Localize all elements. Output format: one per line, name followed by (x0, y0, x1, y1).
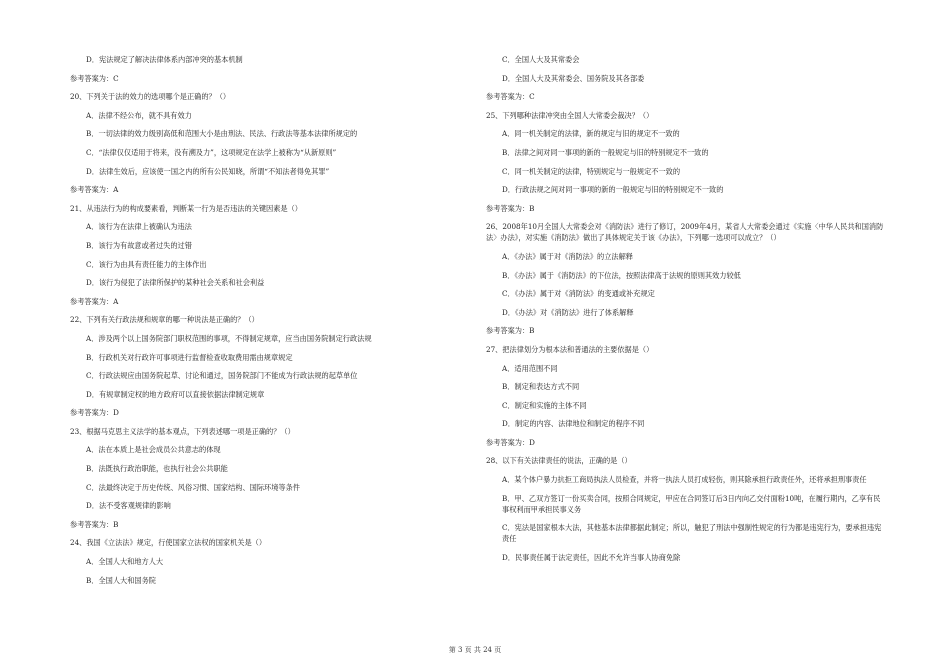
answer-text: 参考答案为：B (70, 519, 119, 529)
option-text: B．行政机关对行政许可事项进行监督检查收取费用需由规章规定 (86, 352, 293, 362)
answer-text: 参考答案为：B (486, 326, 535, 336)
answer-text: 参考答案为：D (486, 437, 535, 447)
question-text: 26、2008年10月全国人大常委会对《消防法》进行了修订，2009年4月，某省人大常委会通过《实施〈中华人民共和国消防法〉办法》，对实施《消防法》做出了具体规定关于该《办法》，下列哪一选项可以成立？（） (486, 222, 884, 243)
option-text: D．《办法》对《消防法》进行了体系解释 (502, 307, 634, 317)
answer-text: 参考答案为：A (70, 296, 119, 306)
right-column (486, 54, 886, 570)
option-text: D．有规章制定权的地方政府可以直接依据法律制定规章 (86, 389, 265, 399)
answer-text: 参考答案为：C (70, 73, 119, 83)
option-text: C．法最终决定于历史传统、风俗习惯、国家结构、国际环境等条件 (86, 482, 300, 492)
question-text: 23、根据马克思主义法学的基本观点，下列表述哪一项是正确的？（） (70, 426, 295, 436)
question-text: 27、把法律划分为根本法和普通法的主要依据是（） (486, 344, 654, 354)
option-text: D．宪法规定了解决法律体系内部冲突的基本机制 (86, 55, 243, 64)
option-text: D．制定的内容、法律地位和制定的程序不同 (502, 419, 645, 429)
option-text: D．民事责任属于法定责任，因此不允许当事人协商免除 (502, 552, 681, 562)
option-text: D．法律生效后，应该使一国之内的所有公民知晓，所谓“不知法者得免其罪” (86, 166, 330, 176)
option-text: C．该行为由具有责任能力的主体作出 (86, 259, 207, 269)
left-column (70, 54, 450, 593)
option-text: D．法不受客观规律的影响 (86, 501, 171, 511)
option-text: D．该行为侵犯了法律所保护的某种社会关系和社会利益 (86, 278, 265, 288)
option-text: C．宪法是国家根本大法，其他基本法律都据此制定；所以，触犯了刑法中强制性规定的行为都是违宪行为，要承担违宪责任 (502, 523, 882, 544)
question-text: 22、下列有关行政法规和规章的哪一种说法是正确的？（） (70, 315, 259, 325)
option-text: A．适用范围不同 (502, 363, 558, 373)
question-text: 21、从违法行为的构成要素看，判断某一行为是否违法的关键因素是（） (70, 203, 302, 213)
option-text: A．《办法》属于对《消防法》的立法解释 (502, 251, 633, 261)
option-text: B．一切法律的效力级别高低和范围大小是由刑法、民法、行政法等基本法律所规定的 (86, 129, 358, 139)
option-text: A．该行为在法律上被确认为违法 (86, 222, 192, 232)
option-text: C．“法律仅仅适用于将来，没有溯及力”，这项规定在法学上被称为“从新原则” (86, 147, 337, 157)
answer-text: 参考答案为：A (70, 185, 119, 195)
option-text: A．法在本质上是社会成员公共意志的体现 (86, 445, 221, 455)
option-text: A．全国人大和地方人大 (86, 557, 164, 567)
option-text: B．法律之间对同一事项的新的一般规定与旧的特别规定不一致的 (502, 147, 709, 157)
answer-text: 参考答案为：D (70, 408, 119, 418)
answer-text: 参考答案为：B (486, 203, 535, 213)
option-text: B．甲、乙双方签订一份买卖合同，按照合同规定，甲应在合同签订后3日内向乙交付面粉10吨，在履行期内，乙享有民事权利而甲承担民事义务 (502, 493, 881, 514)
question-text: 28、以下有关法律责任的说法，正确的是（） (486, 456, 632, 466)
option-text: A．某个体户暴力抗拒工商局执法人员检查，并将一执法人员打成轻伤，则其除承担行政责任外，还将承担刑事责任 (502, 475, 867, 485)
option-text: C．同一机关制定的法律，特别规定与一般规定不一致的 (502, 166, 681, 176)
option-text: B．《办法》属于《消防法》的下位法，按照法律高于法规的原则其效力较低 (502, 270, 741, 280)
option-text: C．制定和实施的主体不同 (502, 400, 587, 410)
option-text: C．全国人大及其常委会 (502, 55, 580, 64)
question-text: 25、下列哪种法律冲突由全国人大常委会裁决？（） (486, 110, 654, 120)
option-text: D．行政法规之间对同一事项的新的一般规定与旧的特别规定不一致的 (502, 185, 724, 195)
option-text: C．行政法规应由国务院起草、讨论和通过，国务院部门不能成为行政法规的起草单位 (86, 371, 358, 381)
option-text: B．制定和表达方式不同 (502, 382, 580, 392)
option-text: D．全国人大及其常委会、国务院及其各部委 (502, 73, 645, 83)
option-text: B．该行为有故意或者过失的过错 (86, 240, 192, 250)
answer-text: 参考答案为：C (486, 92, 535, 102)
option-text: A．同一机关制定的法律，新的规定与旧的规定不一致的 (502, 129, 680, 139)
page-footer: 第 3 页 共 24 页 (448, 646, 502, 654)
option-text: C．《办法》属于对《消防法》的变通或补充规定 (502, 289, 655, 299)
question-text: 24、我国《立法法》规定，行使国家立法权的国家机关是（） (70, 538, 267, 548)
question-text: 20、下列关于法的效力的选项哪个是正确的？（） (70, 92, 231, 102)
option-text: B．法既执行政治职能，也执行社会公共职能 (86, 464, 228, 474)
option-text: B．全国人大和国务院 (86, 575, 156, 585)
option-text: A．法律不经公布，就不具有效力 (86, 110, 192, 120)
option-text: A．涉及两个以上国务院部门职权范围的事项，不得制定规章，应当由国务院制定行政法规 (86, 333, 372, 343)
